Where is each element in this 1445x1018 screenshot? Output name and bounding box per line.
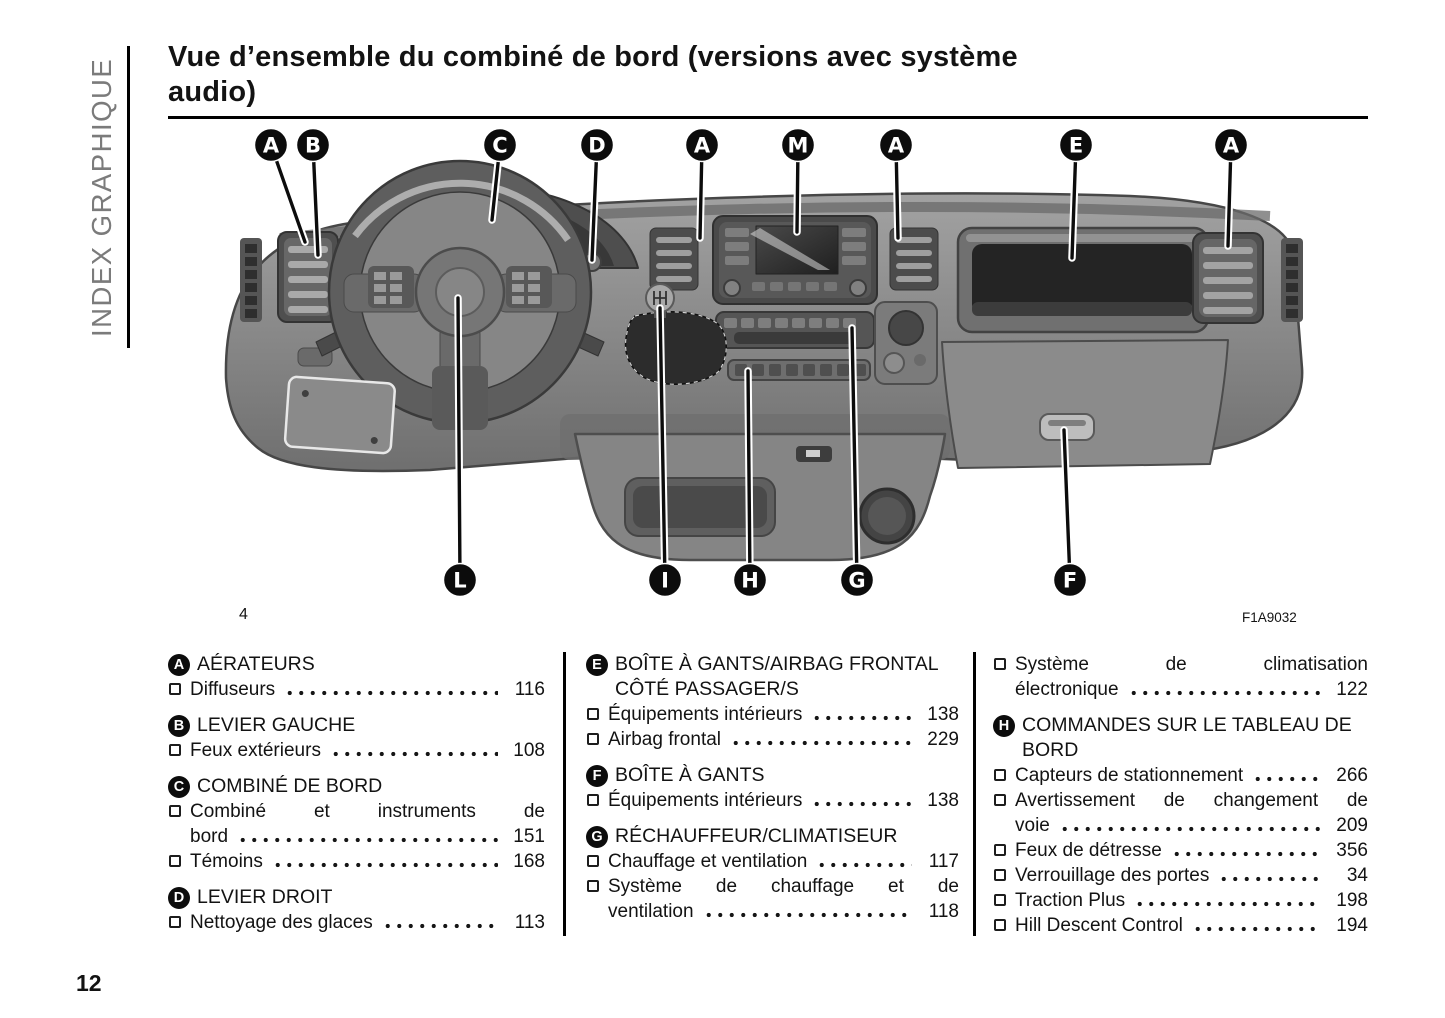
index-section-title: COMMANDES SUR LE TABLEAU DE BORD — [1022, 714, 1352, 761]
callout-letter: C — [492, 133, 508, 158]
entry-page-number: 229 — [927, 729, 959, 750]
index-entry-body — [1015, 788, 1368, 838]
index-section-title: COMBINÉ DE BORD — [197, 775, 383, 797]
index-section — [168, 774, 545, 874]
index-entry-body — [608, 874, 959, 924]
dot-leader — [809, 788, 912, 813]
entry-label: Équipements intérieurs — [608, 704, 803, 725]
entry-label: Traction Plus — [1015, 890, 1126, 911]
index-entry — [586, 849, 959, 874]
dashboard-illustration — [226, 161, 1303, 560]
dot-leader — [1190, 913, 1321, 938]
entry-last-line — [1015, 763, 1368, 788]
index-entry — [586, 702, 959, 727]
index-section — [168, 885, 545, 935]
entry-label: Feux extérieurs — [190, 740, 321, 761]
entry-label: électronique — [1015, 679, 1119, 700]
entry-page-number: 209 — [1336, 815, 1368, 836]
callout-letter: G — [848, 568, 866, 593]
index-section-header — [168, 652, 545, 677]
entry-page-number: 356 — [1336, 840, 1368, 861]
callout-letter: M — [787, 133, 809, 158]
square-bullet-icon — [587, 855, 599, 867]
callout-letter: I — [661, 568, 669, 593]
callout-letter-badge: G — [586, 826, 608, 848]
index-section — [586, 652, 959, 752]
entry-last-line — [1015, 838, 1368, 863]
figure-number: 4 — [239, 606, 248, 623]
callout-letter: B — [304, 133, 322, 158]
index-entry-body — [1015, 838, 1368, 863]
callout-letter: E — [1068, 133, 1084, 158]
square-bullet-icon — [587, 708, 599, 720]
index-entry-body — [190, 799, 545, 849]
index-entry — [993, 863, 1368, 888]
column-divider — [973, 652, 976, 936]
page-title — [168, 40, 1368, 119]
index-section-title: BOÎTE À GANTS — [615, 764, 765, 786]
callout-letter-badge: F — [586, 765, 608, 787]
dot-leader — [282, 677, 498, 702]
index-column-3 — [993, 652, 1368, 940]
entry-page-number: 138 — [927, 704, 959, 725]
page-title-line1: Vue d’ensemble du combiné de bord (versions avec système — [168, 41, 1018, 73]
square-bullet-icon — [994, 869, 1006, 881]
callout-letter: A — [887, 133, 905, 158]
dot-leader — [328, 738, 498, 763]
callout-letter-badge: E — [586, 654, 608, 676]
callout-letter-badge: H — [993, 715, 1015, 737]
index-section-title: AÉRATEURS — [197, 653, 315, 675]
index-section-title: LEVIER GAUCHE — [197, 714, 356, 736]
entry-label: Airbag frontal — [608, 729, 722, 750]
entry-label: Nettoyage des glaces — [190, 912, 373, 933]
index-entry-body — [190, 910, 545, 935]
index-section-header — [993, 713, 1368, 763]
index-entry-body — [1015, 863, 1368, 888]
entry-last-line — [608, 727, 959, 752]
entry-last-line — [1015, 888, 1368, 913]
index-entry-body — [190, 677, 545, 702]
index-section — [586, 824, 959, 924]
dashboard-figure — [130, 116, 1375, 616]
left-speaker-strip — [240, 238, 262, 322]
square-bullet-icon — [587, 794, 599, 806]
index-entry-body — [608, 788, 959, 813]
entry-last-line — [190, 738, 545, 763]
callout-letter: A — [262, 133, 280, 158]
square-bullet-icon — [994, 844, 1006, 856]
index-entry — [168, 849, 545, 874]
entry-last-line — [190, 677, 545, 702]
dot-leader — [814, 849, 912, 874]
index-section — [993, 652, 1368, 702]
index-entry — [993, 888, 1368, 913]
callout-letter: F — [1062, 568, 1078, 593]
entry-page-number: 138 — [927, 790, 959, 811]
dot-leader — [728, 727, 912, 752]
index-entry-body — [1015, 888, 1368, 913]
index-entry-body — [1015, 763, 1368, 788]
center-console — [575, 434, 945, 560]
index-section-title: BOÎTE À GANTS/AIRBAG FRONTAL CÔTÉ PASSAGER/S — [615, 653, 938, 700]
chapter-tab-label: INDEX GRAPHIQUE — [86, 57, 117, 337]
index-section-header — [168, 885, 545, 910]
cup-holder-pod — [875, 302, 937, 384]
callout-letter: A — [693, 133, 711, 158]
square-bullet-icon — [994, 919, 1006, 931]
square-bullet-icon — [587, 733, 599, 745]
chapter-tab — [86, 46, 130, 348]
dot-leader — [701, 899, 912, 924]
index-entry — [586, 727, 959, 752]
index-entry — [168, 910, 545, 935]
index-entry — [168, 738, 545, 763]
entry-last-line — [1015, 863, 1368, 888]
entry-label: Verrouillage des portes — [1015, 865, 1210, 886]
entry-label: Système de climatisation — [1015, 654, 1368, 675]
index-entry — [168, 677, 545, 702]
callout-letter: H — [741, 568, 759, 593]
index-entry-body — [608, 727, 959, 752]
entry-last-line — [190, 849, 545, 874]
entry-last-line — [608, 702, 959, 727]
callout-letter: D — [588, 133, 606, 158]
page-number: 12 — [76, 970, 102, 996]
index-entry-body — [608, 849, 959, 874]
entry-page-number: 34 — [1346, 865, 1368, 886]
index-section-header — [168, 774, 545, 799]
dot-leader — [1169, 838, 1321, 863]
callout-letter-badge: D — [168, 887, 190, 909]
index-entry-body — [1015, 652, 1368, 702]
square-bullet-icon — [169, 683, 181, 695]
entry-page-number: 108 — [513, 740, 545, 761]
entry-label: Hill Descent Control — [1015, 915, 1183, 936]
entry-label: Chauffage et ventilation — [608, 851, 808, 872]
index-entry-body — [1015, 913, 1368, 938]
square-bullet-icon — [587, 880, 599, 892]
entry-label: Témoins — [190, 851, 263, 872]
glove-box — [942, 340, 1228, 468]
figure-code: F1A9032 — [1242, 610, 1297, 625]
index-entry — [993, 763, 1368, 788]
entry-page-number: 266 — [1336, 765, 1368, 786]
dot-leader — [1216, 863, 1321, 888]
entry-last-line — [608, 849, 959, 874]
index-entry — [993, 838, 1368, 863]
entry-last-line — [190, 824, 545, 849]
graphic-index — [168, 652, 1370, 940]
document-holder — [285, 376, 396, 453]
entry-last-line — [1015, 813, 1368, 838]
dot-leader — [380, 910, 498, 935]
index-section — [993, 713, 1368, 938]
entry-page-number: 118 — [928, 901, 959, 922]
entry-label: voie — [1015, 815, 1050, 836]
index-entry-body — [608, 702, 959, 727]
entry-page-number: 117 — [928, 851, 959, 872]
index-section-header — [586, 824, 959, 849]
callout-letter: A — [1222, 133, 1240, 158]
square-bullet-icon — [994, 794, 1006, 806]
index-section — [168, 652, 545, 702]
entry-last-line — [1015, 913, 1368, 938]
page-title-line2: audio) — [168, 76, 257, 108]
entry-label: Équipements intérieurs — [608, 790, 803, 811]
callout-letter-badge: C — [168, 776, 190, 798]
entry-last-line — [190, 910, 545, 935]
callout-letter-badge: B — [168, 715, 190, 737]
index-entry — [586, 788, 959, 813]
square-bullet-icon — [994, 769, 1006, 781]
column-divider — [563, 652, 566, 936]
index-section — [586, 763, 959, 813]
square-bullet-icon — [169, 916, 181, 928]
index-section-header — [586, 652, 959, 702]
index-entry — [993, 652, 1368, 702]
index-entry — [993, 913, 1368, 938]
entry-page-number: 113 — [514, 912, 545, 933]
open-storage-bin — [958, 228, 1208, 332]
index-section-title: LEVIER DROIT — [197, 886, 333, 908]
square-bullet-icon — [994, 658, 1006, 670]
entry-last-line — [1015, 677, 1368, 702]
entry-label: Diffuseurs — [190, 679, 276, 700]
square-bullet-icon — [994, 894, 1006, 906]
square-bullet-icon — [169, 855, 181, 867]
entry-label: Combiné et instruments de — [190, 801, 545, 822]
index-entry-body — [190, 849, 545, 874]
entry-label: Capteurs de stationnement — [1015, 765, 1244, 786]
index-section — [168, 713, 545, 763]
index-entry — [586, 874, 959, 924]
entry-page-number: 151 — [513, 826, 545, 847]
entry-last-line — [608, 899, 959, 924]
dot-leader — [235, 824, 498, 849]
dot-leader — [1057, 813, 1321, 838]
dot-leader — [809, 702, 912, 727]
entry-label: Avertissement de changement de — [1015, 790, 1368, 811]
entry-last-line — [608, 788, 959, 813]
callout-letter: L — [453, 568, 467, 593]
entry-page-number: 194 — [1336, 915, 1368, 936]
dot-leader — [1250, 763, 1321, 788]
index-entry — [993, 788, 1368, 838]
square-bullet-icon — [169, 744, 181, 756]
index-entry — [168, 799, 545, 849]
index-section-title: RÉCHAUFFEUR/CLIMATISEUR — [615, 825, 898, 847]
dot-leader — [1126, 677, 1321, 702]
right-speaker-strip — [1281, 238, 1303, 322]
entry-page-number: 198 — [1336, 890, 1368, 911]
index-section-header — [168, 713, 545, 738]
entry-label: bord — [190, 826, 229, 847]
square-bullet-icon — [169, 805, 181, 817]
dot-leader — [270, 849, 498, 874]
entry-page-number: 122 — [1336, 679, 1368, 700]
center-left-air-vent — [650, 228, 698, 290]
callout-letter-badge: A — [168, 654, 190, 676]
index-column-2 — [586, 652, 959, 940]
index-column-1 — [168, 652, 545, 940]
entry-label: ventilation — [608, 901, 694, 922]
index-entry-body — [190, 738, 545, 763]
entry-label: Feux de détresse — [1015, 840, 1162, 861]
entry-page-number: 168 — [513, 851, 545, 872]
entry-page-number: 116 — [514, 679, 545, 700]
index-section-header — [586, 763, 959, 788]
dot-leader — [1132, 888, 1321, 913]
entry-label: Système de chauffage et de — [608, 876, 959, 897]
